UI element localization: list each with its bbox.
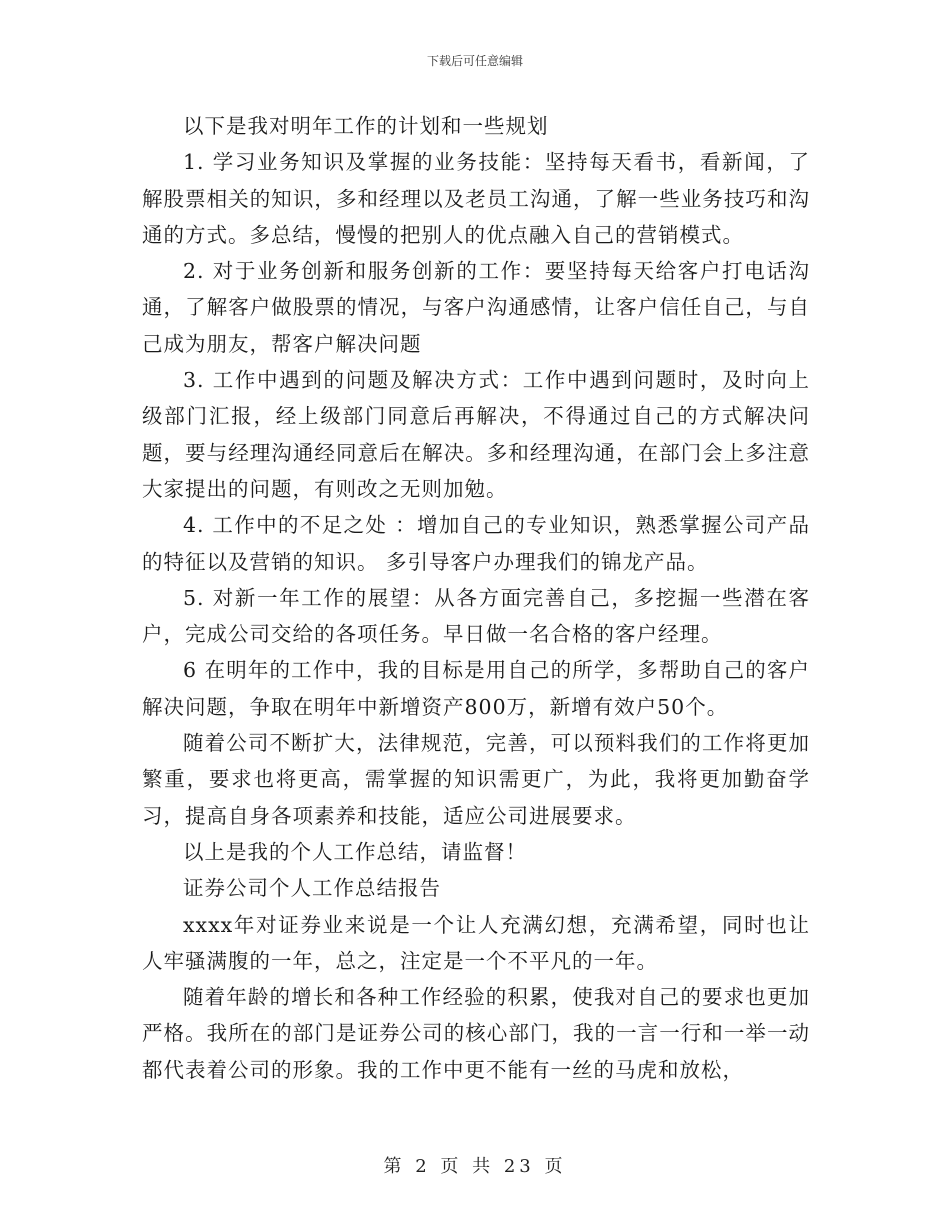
paragraph: 随着公司不断扩大，法律规范，完善，可以预料我们的工作将更加繁重，要求也将更高，需掌握的知识需更广，为此，我将更加勤奋学习，提高自身各项素养和技能，适应公司进展要求。 <box>142 731 810 828</box>
paragraph: 2. 对于业务创新和服务创新的工作：要坚持每天给客户打电话沟通，了解客户做股票的情况，与客户沟通感情，让客户信任自己，与自己成为朋友，帮客户解决问题 <box>142 259 810 356</box>
body-text <box>142 108 810 1088</box>
paragraph: 1. 学习业务知识及掌握的业务技能：坚持每天看书，看新闻，了解股票相关的知识，多和经理以及老员工沟通，了解一些业务技巧和沟通的方式。多总结，慢慢的把别人的优点融入自己的营销模式。 <box>142 150 810 247</box>
paragraph: 随着年龄的增长和各种工作经验的积累，使我对自己的要求也更加严格。我所在的部门是证券公司的核心部门，我的一言一行和一举一动都代表着公司的形象。我的工作中更不能有一丝的马虎和放松， <box>142 985 810 1082</box>
paragraph: 以上是我的个人工作总结，请监督！ <box>183 839 527 864</box>
section-heading: 证券公司个人工作总结报告 <box>183 876 441 901</box>
paragraph: 4. 工作中的不足之处 ：增加自己的专业知识，熟悉掌握公司产品的特征以及营销的知识。 多引导客户办理我们的锦龙产品。 <box>142 513 810 574</box>
page-footer: 第 2 页 共 23 页 <box>383 1156 567 1177</box>
paragraph: 5. 对新一年工作的展望：从各方面完善自己，多挖掘一些潜在客户，完成公司交给的各项任务。早日做一名合格的客户经理。 <box>142 585 810 647</box>
page-header: 下载后可任意编辑 <box>426 54 523 68</box>
paragraph: 3. 工作中遇到的问题及解决方式：工作中遇到问题时，及时向上级部门汇报，经上级部门同意后再解决，不得通过自己的方式解决问题，要与经理沟通经同意后在解决。多和经理沟通，在部门会上多注意大家提出的问题，有则改之无则加勉。 <box>142 368 810 501</box>
paragraph: 6 在明年的工作中，我的目标是用自己的所学，多帮助自己的客户解决问题，争取在明年中新增资产800万，新增有效户50个。 <box>142 658 810 719</box>
paragraph: 以下是我对明年工作的计划和一些规划 <box>183 114 549 138</box>
paragraph: xxxx年对证券业来说是一个让人充满幻想，充满希望，同时也让人牢骚满腹的一年，总之，注定是一个不平凡的一年。 <box>142 912 810 973</box>
